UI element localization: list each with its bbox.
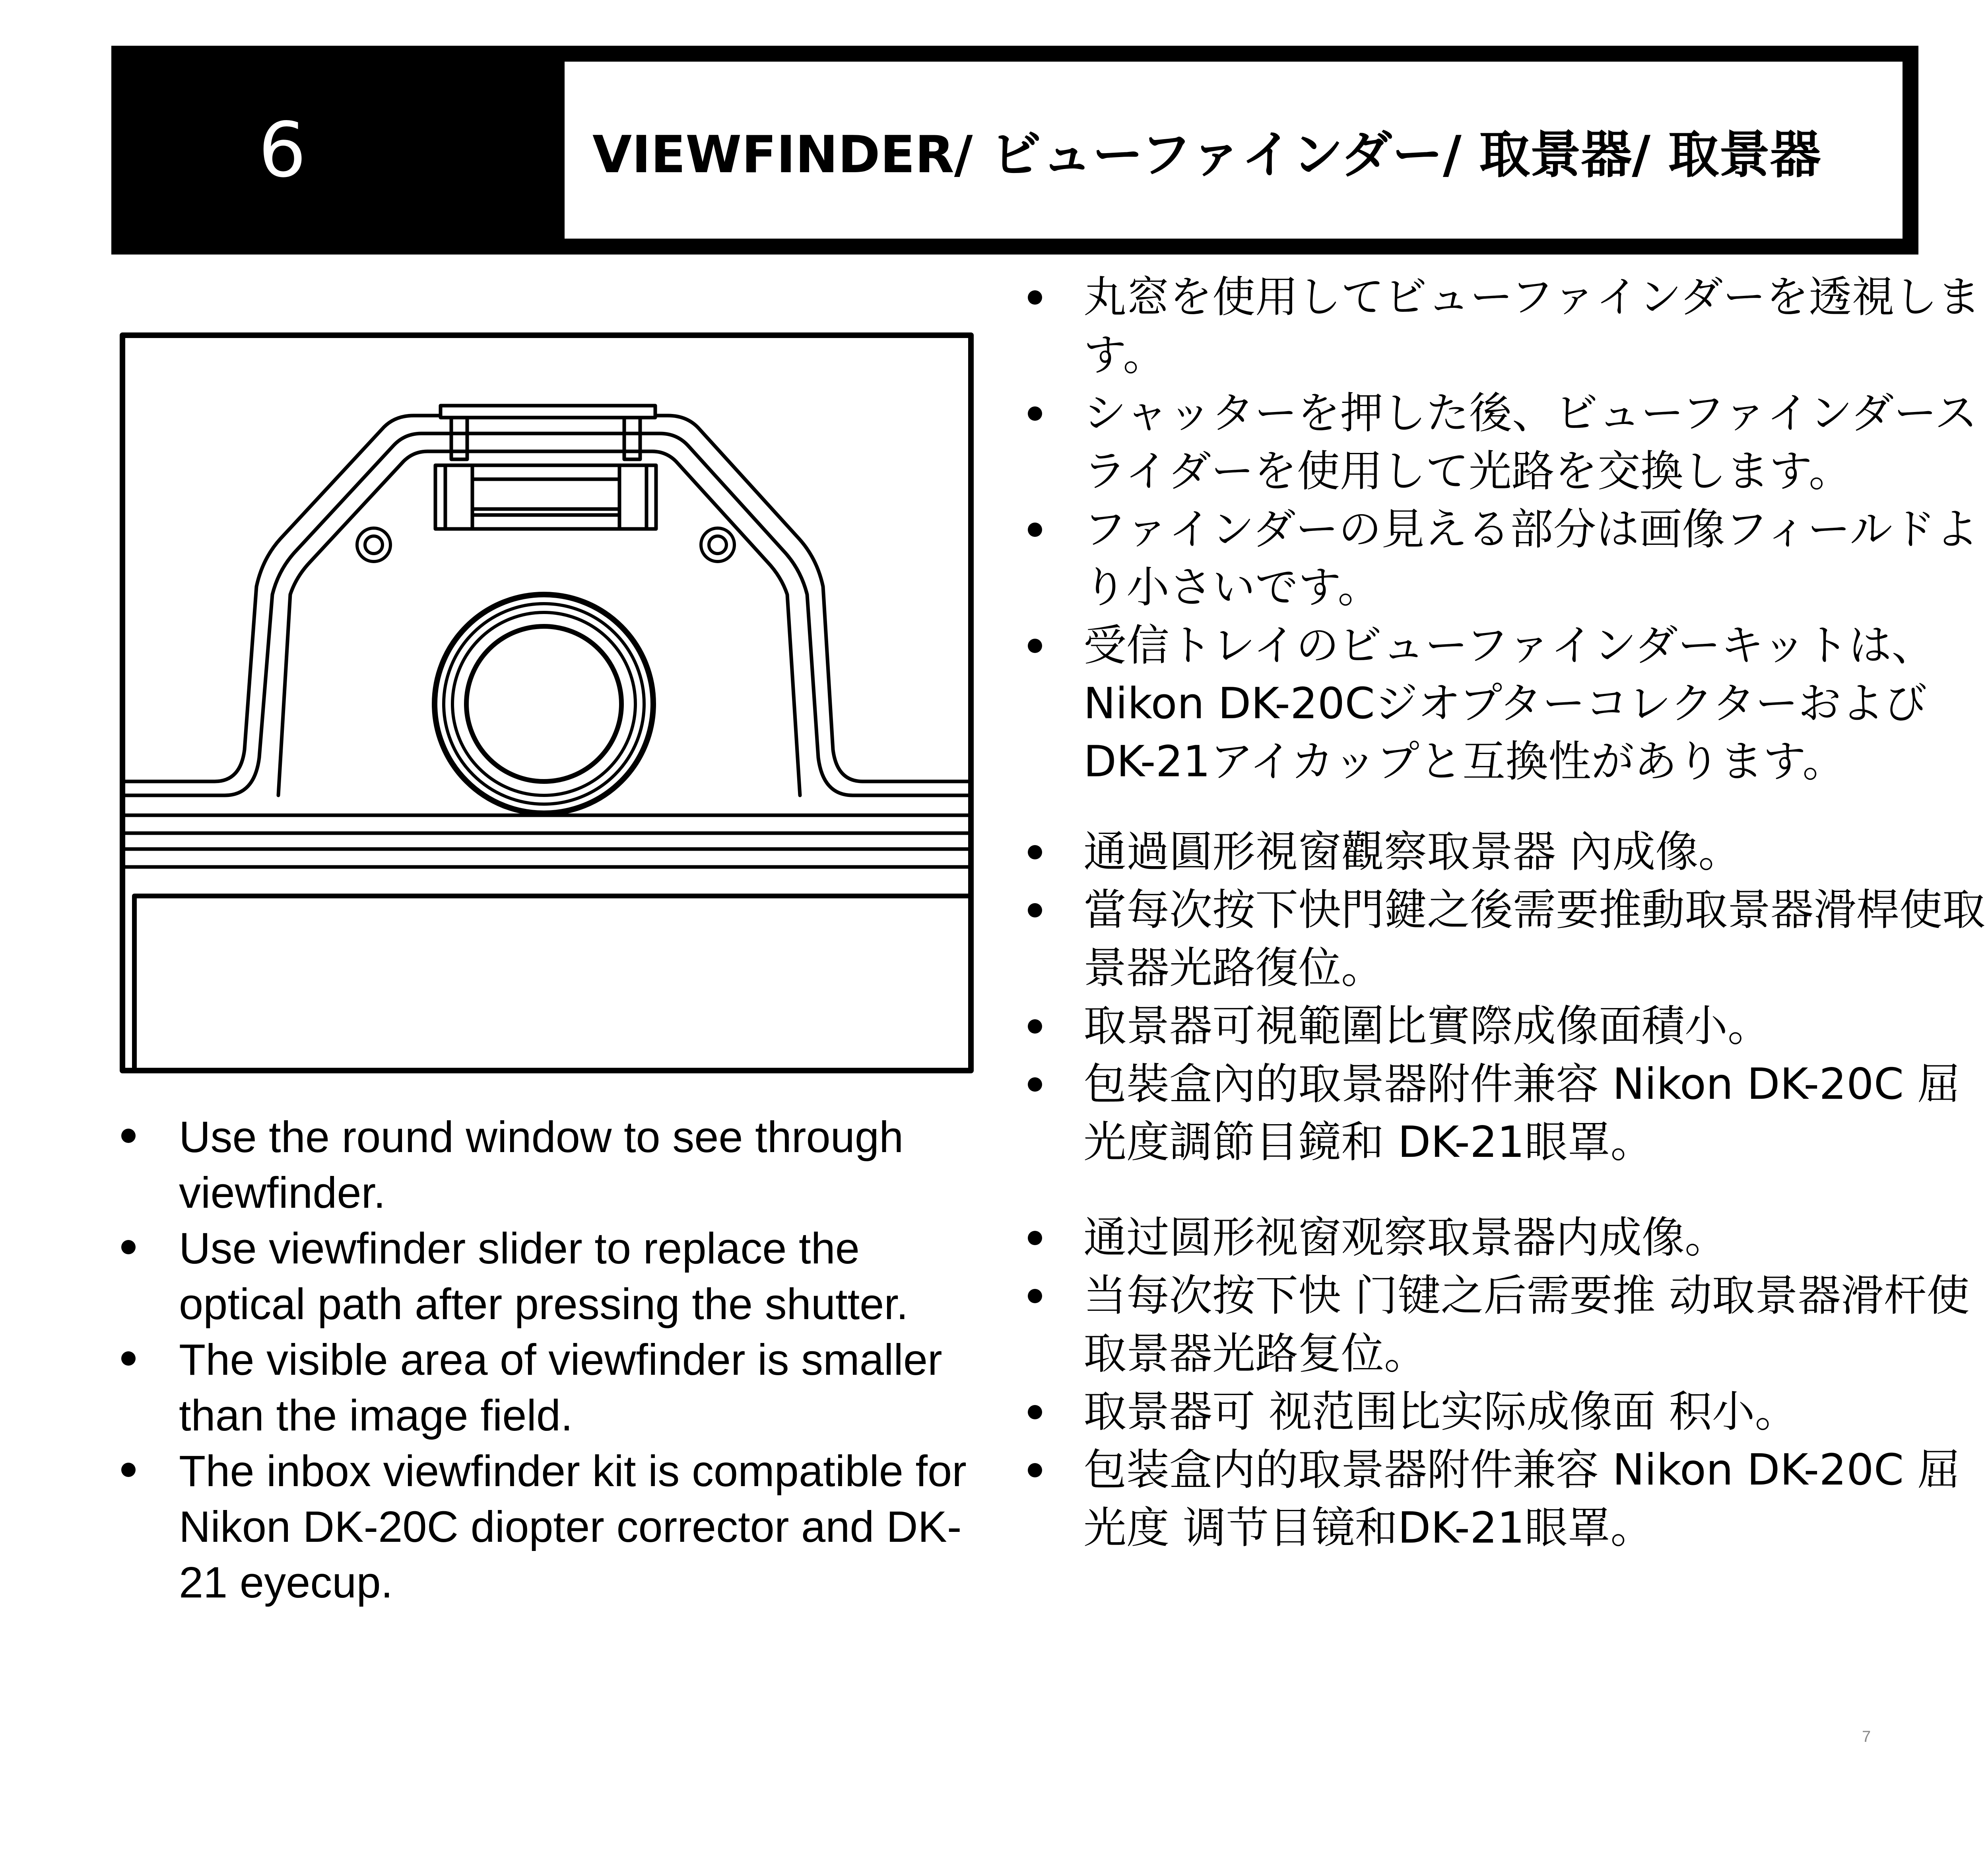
list-item (1028, 1055, 1988, 1172)
camera-viewfinder-illustration (119, 332, 974, 1074)
bullet-icon (1028, 845, 1042, 859)
bullet-icon (121, 1351, 136, 1366)
viewfinder-housing (122, 416, 971, 795)
list-item (1028, 268, 1988, 385)
bullet-text: 當每次按下快門鍵之後需要推動取景器滑桿使取景器光路復位。 (1083, 885, 1986, 993)
list-item (1028, 617, 1988, 791)
bullet-icon (1028, 1019, 1042, 1034)
bullet-text: The visible area of viewfinder is smaller than the image field. (179, 1335, 942, 1440)
screw-left (357, 528, 390, 562)
bullet-text: 当每次按下快 门键之后需要推 动取景器滑杆使取景器光路复位。 (1083, 1271, 1970, 1379)
list-item (1028, 997, 1988, 1055)
list-item (1028, 823, 1988, 881)
bullet-text: 通过圆形视窗观察取景器内成像。 (1083, 1213, 1728, 1263)
bullet-text: 丸窓を使用してビューファインダーを透視します。 (1083, 272, 1981, 380)
bullet-text: 包裝盒內的取景器附件兼容 Nikon DK-20C 屈光度調節目鏡和 DK-21眼罩。 (1083, 1059, 1961, 1167)
bullet-icon (1028, 1077, 1042, 1092)
bullet-text: The inbox viewfinder kit is compatible for Nikon DK-20C diopter corrector and DK-21 eyecup. (179, 1447, 967, 1607)
bullet-text: 通過圓形視窗觀察取景器 內成像。 (1083, 827, 1741, 877)
bullet-icon (1028, 290, 1042, 305)
list-item (1028, 385, 1988, 501)
list-item (121, 1110, 968, 1221)
traditional-chinese-bullet-list (1028, 823, 1988, 1172)
list-item (1028, 1383, 1988, 1441)
bullet-text: 取景器可視範圍比實際成像面積小。 (1083, 1001, 1771, 1051)
bullet-icon (1028, 1289, 1042, 1303)
section-header (111, 46, 1918, 255)
list-item (121, 1221, 968, 1332)
bullet-icon (1028, 639, 1042, 653)
english-bullet-list (121, 1110, 968, 1611)
list-item (1028, 881, 1988, 997)
bullet-icon (1028, 1405, 1042, 1419)
list-item (121, 1444, 968, 1611)
section-number: 6 (258, 106, 307, 194)
list-item (121, 1332, 968, 1444)
list-item (1028, 1441, 1988, 1557)
section-title: VIEWFINDER/ ビューファインダー/ 取景器/ 取景器 (565, 62, 1903, 239)
bullet-icon (1028, 406, 1042, 421)
bullet-text: Use viewfinder slider to replace the optical path after pressing the shutter. (179, 1224, 909, 1329)
list-item (1028, 501, 1988, 617)
japanese-bullet-list (1028, 268, 1988, 791)
simplified-chinese-bullet-list (1028, 1209, 1988, 1557)
list-item (1028, 1209, 1988, 1267)
viewfinder-slider-tab (435, 406, 656, 529)
bullet-icon (1028, 1463, 1042, 1477)
bullet-icon (121, 1240, 136, 1254)
bullet-text: 受信トレイのビューファインダーキットは、Nikon DK-20Cジオプターコレクターおよび DK-21アイカップと互換性があります。 (1083, 621, 1935, 787)
camera-body-lower (122, 815, 971, 1071)
bullet-icon (1028, 523, 1042, 537)
bullet-icon (1028, 1231, 1042, 1245)
bullet-icon (121, 1463, 136, 1477)
bullet-text: シャッターを押した後、ビューファインダースライダーを使用して光路を交換します。 (1083, 389, 1978, 496)
page-number: 7 (1862, 1728, 1871, 1745)
bullet-icon (121, 1129, 136, 1143)
bullet-text: Use the round window to see through viewfinder. (179, 1113, 904, 1217)
list-item (1028, 1267, 1988, 1383)
screw-right (701, 528, 734, 562)
bullet-text: 取景器可 视范围比实际成像面 积小。 (1083, 1387, 1798, 1437)
bullet-text: 包装盒内的取景器附件兼容 Nikon DK-20C 屈光度 调节目镜和DK-21眼罩。 (1083, 1445, 1961, 1553)
bullet-icon (1028, 903, 1042, 917)
bullet-text: ファインダーの見える部分は画像フィールドより小さいです。 (1083, 505, 1978, 612)
round-window-eyepiece (435, 595, 653, 813)
